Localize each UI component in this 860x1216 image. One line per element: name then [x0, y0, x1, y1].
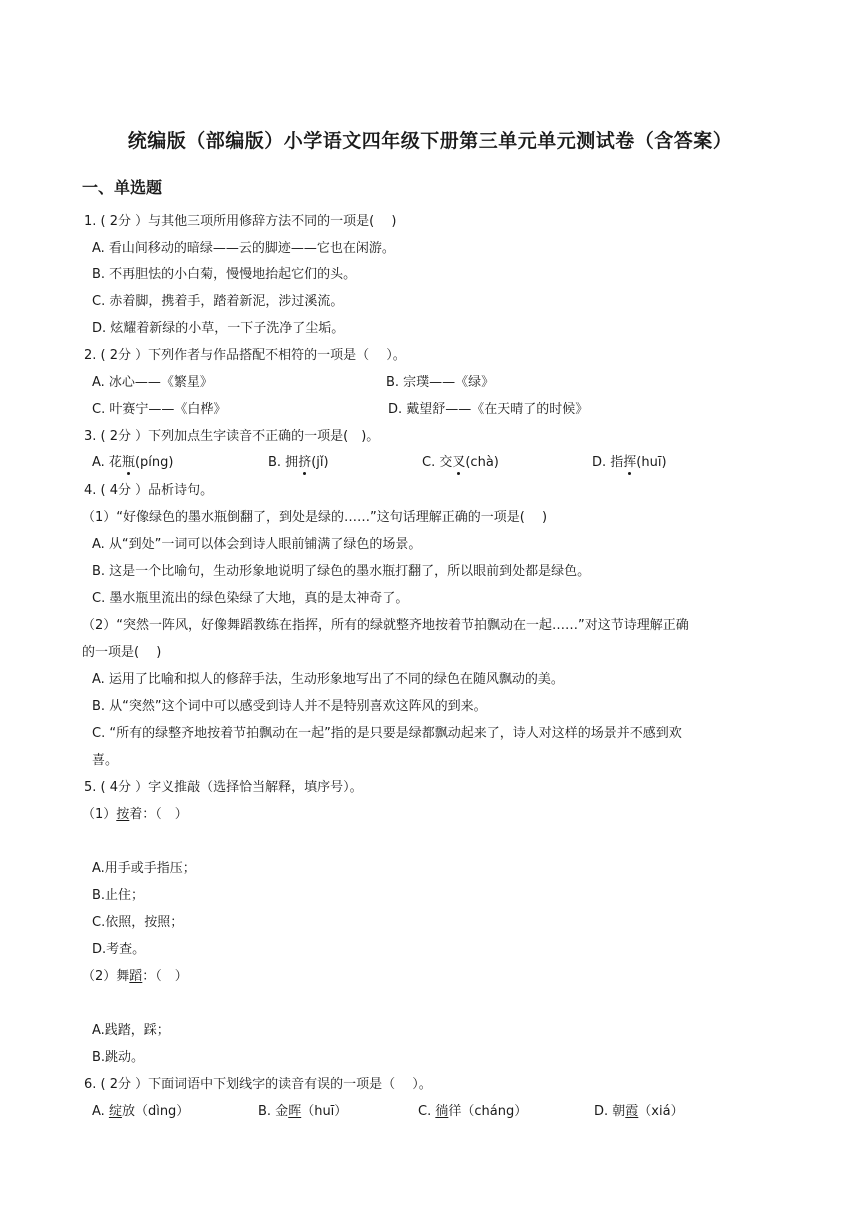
option-rest: （huī）: [301, 1104, 348, 1119]
question-4-sub-2-option-a: A. 运用了比喻和拟人的修辞手法，生动形象地写出了不同的绿色在随风飘动的美。: [92, 672, 564, 687]
question-1-option-d: D. 炫耀着新绿的小草，一下子洗净了尘垢。: [92, 321, 345, 336]
option-prefix: C.: [418, 1104, 436, 1119]
question-1-option-a: A. 看山间移动的暗绿——云的脚迹——它也在闲游。: [92, 241, 395, 256]
question-6-option-c: [418, 1103, 527, 1121]
question-2-stem: 2. ( 2分 ）下列作者与作品搭配不相符的一项是（ ）。: [84, 348, 406, 363]
question-2-option-b: B. 宗璞——《绿》: [386, 375, 495, 390]
question-2-option-c: C. 叶赛宁——《白桦》: [92, 402, 227, 417]
underlined-character: 晖: [288, 1104, 302, 1119]
option-rest: （xiá）: [638, 1104, 684, 1119]
option-prefix: A.: [92, 1104, 109, 1119]
option-rest: 徉（cháng）: [448, 1104, 528, 1119]
question-4-sub-1-option-a: A. 从“到处”一词可以体会到诗人眼前铺满了绿色的场景。: [92, 537, 422, 552]
question-6-option-d: [594, 1103, 684, 1121]
pinyin: (jǐ): [311, 455, 329, 470]
question-5-sub-1-option-b: B.止住；: [92, 888, 145, 903]
question-3-option-d: [592, 454, 667, 472]
underlined-character: 霞: [625, 1104, 639, 1119]
option-prefix: A. 花: [92, 455, 122, 470]
question-1-stem: 1. ( 2分 ）与其他三项所用修辞方法不同的一项是( ): [84, 214, 397, 229]
question-3-stem: 3. ( 2分 ）下列加点生字读音不正确的一项是( )。: [84, 429, 380, 444]
question-4-sub-2-continued: 的一项是( ): [82, 645, 162, 660]
pinyin: (huī): [636, 455, 667, 470]
sub-text-prefix: （2）舞: [82, 969, 130, 984]
question-4-sub-2-option-c: C. “所有的绿整齐地按着节拍飘动在一起”指的是只要是绿都飘动起来了，诗人对这样的场景并不感到欢: [92, 726, 682, 741]
underlined-character: 按: [116, 807, 130, 822]
underlined-character: 徜: [435, 1104, 449, 1119]
section-heading: 一、单选题: [82, 178, 163, 197]
dotted-character: 挥: [623, 455, 637, 470]
option-prefix: C. 交: [422, 455, 453, 470]
question-3-option-c: [422, 454, 499, 472]
question-5-sub-1: [82, 806, 188, 824]
option-rest: 放（dìng）: [121, 1104, 190, 1119]
sub-number: （1）: [82, 807, 117, 822]
question-4-sub-1: （1）“好像绿色的墨水瓶倒翻了，到处是绿的……”这句话理解正确的一项是( ): [82, 510, 548, 525]
option-prefix: D. 指: [592, 455, 624, 470]
question-5-sub-1-option-a: A.用手或手指压；: [92, 861, 196, 876]
question-4-stem: 4. ( 4分 ）品析诗句。: [84, 483, 214, 498]
question-3-option-a: [92, 454, 173, 472]
pinyin: (chà): [465, 455, 499, 470]
dotted-character: 叉: [452, 455, 466, 470]
question-4-sub-2: （2）“突然一阵风，好像舞蹈教练在指挥，所有的绿就整齐地按着节拍飘动在一起……”对这节诗理解正确: [82, 618, 689, 633]
sub-text: ：（ ）: [142, 969, 188, 984]
pinyin: (píng): [134, 455, 174, 470]
page-title: 统编版（部编版）小学语文四年级下册第三单元单元测试卷（含答案）: [127, 130, 733, 152]
option-prefix: D. 朝: [594, 1104, 626, 1119]
question-5-sub-2-option-b: B.跳动。: [92, 1050, 145, 1065]
question-5-sub-2-option-a: A.践踏，踩；: [92, 1023, 170, 1038]
question-4-sub-1-option-b: B. 这是一个比喻句，生动形象地说明了绿色的墨水瓶打翻了，所以眼前到处都是绿色。: [92, 564, 591, 579]
question-1-option-c: C. 赤着脚，携着手，踏着新泥，涉过溪流。: [92, 294, 344, 309]
sub-text: 着：（ ）: [129, 807, 188, 822]
question-2-option-d: D. 戴望舒——《在天晴了的时候》: [388, 402, 589, 417]
question-1-option-b: B. 不再胆怯的小白菊，慢慢地抬起它们的头。: [92, 267, 357, 282]
question-4-sub-2-option-c-continued: 喜。: [92, 753, 119, 768]
underlined-character: 蹈: [129, 969, 143, 984]
question-5-sub-2: [82, 968, 188, 986]
question-2-option-a: A. 冰心——《繁星》: [92, 375, 213, 390]
underlined-character: 绽: [108, 1104, 122, 1119]
question-5-sub-1-option-c: C.依照，按照；: [92, 915, 184, 930]
question-5-stem: 5. ( 4分 ）字义推敲（选择恰当解释，填序号）。: [84, 780, 363, 795]
question-6-option-a: [92, 1103, 189, 1121]
question-5-sub-1-option-d: D.考查。: [92, 942, 146, 957]
option-prefix: B. 金: [258, 1104, 289, 1119]
dotted-character: 瓶: [121, 455, 135, 470]
question-4-sub-1-option-c: C. 墨水瓶里流出的绿色染绿了大地，真的是太神奇了。: [92, 591, 409, 606]
question-3-option-b: [268, 454, 329, 472]
question-6-stem: 6. ( 2分 ）下面词语中下划线字的读音有误的一项是（ ）。: [84, 1077, 432, 1092]
option-prefix: B. 拥: [268, 455, 299, 470]
question-6-option-b: [258, 1103, 347, 1121]
question-4-sub-2-option-b: B. 从“突然”这个词中可以感受到诗人并不是特别喜欢这阵风的到来。: [92, 699, 487, 714]
dotted-character: 挤: [298, 455, 312, 470]
